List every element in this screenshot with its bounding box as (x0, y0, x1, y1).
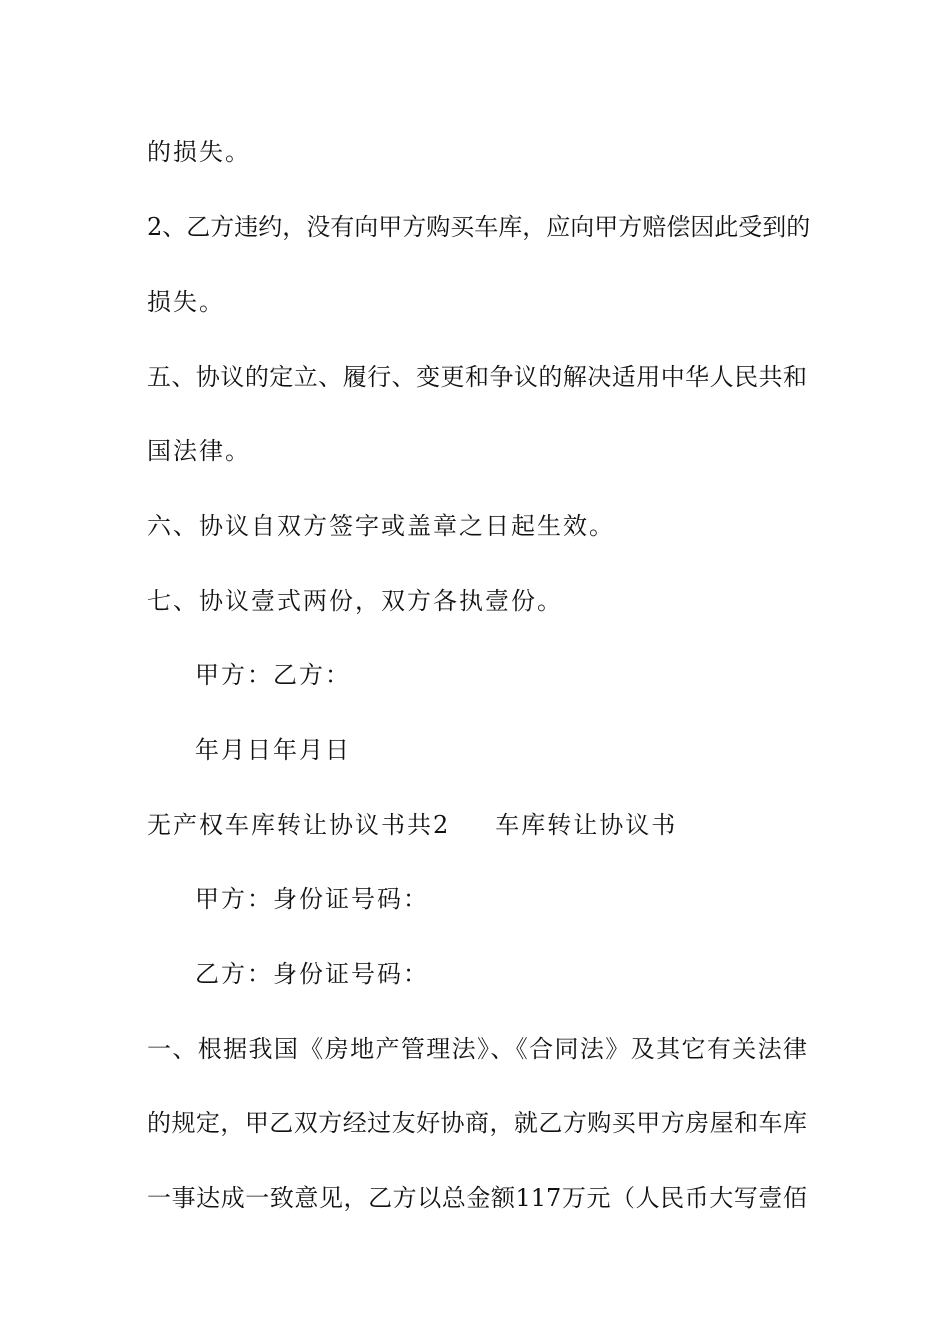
text-line: 六、协议自双方签字或盖章之日起生效。 (147, 512, 615, 540)
section-title-right: 车库转让协议书 (495, 811, 678, 839)
text-line: 的损失。 (147, 138, 251, 166)
text-line: 一、根据我国《房地产管理法》、《合同法》及其它有关法律 (147, 1035, 807, 1063)
signature-parties-line: 甲方：乙方： (195, 661, 351, 689)
text-line: 五、协议的定立、履行、变更和争议的解决适用中华人民共和 (147, 363, 807, 391)
text-line: 2、乙方违约，没有向甲方购买车库，应向甲方赔偿因此受到的 (147, 213, 811, 241)
text-line: 损失。 (147, 288, 225, 316)
signature-date-line: 年月日年月日 (195, 736, 351, 764)
section-title (147, 810, 677, 840)
section-title-left: 无产权车库转让协议书共2 (147, 811, 451, 839)
text-line: 的规定，甲乙双方经过友好协商，就乙方购买甲方房屋和车库 (147, 1109, 807, 1137)
party-a-id-line: 甲方：身份证号码： (195, 885, 429, 913)
text-line: 国法律。 (147, 437, 251, 465)
party-b-id-line: 乙方：身份证号码： (195, 960, 429, 988)
text-line: 七、协议壹式两份，双方各执壹份。 (147, 587, 563, 615)
text-line: 一事达成一致意见，乙方以总金额117万元（人民币大写壹佰 (147, 1184, 807, 1212)
